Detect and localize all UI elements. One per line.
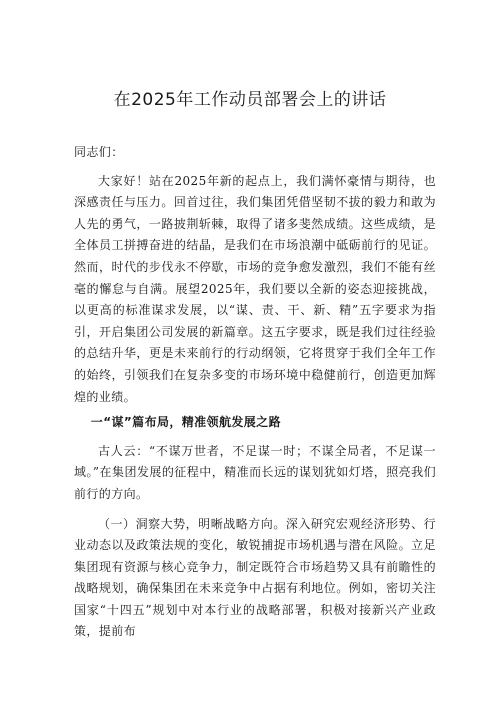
subsection-paragraph: （一）洞察大势，明晰战略方向。深入研究宏观经济形势、行业动态以及政策法规的变化，敏锐捕捉市场机遇与潜在风险。立足集团现有资源与核心竞争力，制定既符合市场趋势又具有前瞻性的战略规划，确保集团在未来竞争中占据有利地位。例如，密切关注国家“十四五”规划中对本行业的战略部署，积极对接新兴产业政策，提前布 bbox=[74, 516, 436, 639]
quote-paragraph: 古人云：“不谋万世者，不足谋一时；不谋全局者，不足谋一域。”在集团发展的征程中，精准而长远的谋划犹如灯塔，照亮我们前行的方向。 bbox=[74, 443, 436, 501]
intro-paragraph: 大家好！站在2025年新的起点上，我们满怀豪情与期待，也深感责任与压力。回首过往，我们集团凭借坚韧不拔的毅力和敢为人先的勇气，一路披荆斩棘，取得了诸多斐然成绩。这些成绩，是全体员工拼搏奋进的结晶，是我们在市场浪潮中砥砺前行的见证。然而，时代的步伐永不停歇，市场的竞争愈发激烈，我们不能有丝毫的懈怠与自满。展望2025年，我们要以全新的姿态迎接挑战，以更高的标准谋求发展，以“谋、责、干、新、精”五字要求为指引，开启集团公司发展的新篇章。这五字要求，既是我们过往经验的总结升华，更是未来前行的行动纲领，它将贯穿于我们全年工作的始终，引领我们在复杂多变的市场环境中稳健前行，创造更加辉煌的业绩。 bbox=[74, 173, 436, 404]
document-title: 在2025年工作动员部署会上的讲话 bbox=[113, 90, 387, 110]
salutation: 同志们： bbox=[74, 145, 124, 159]
document-body bbox=[74, 142, 436, 643]
section-heading: 一“谋”篇布局，精准领航发展之路 bbox=[90, 415, 281, 430]
